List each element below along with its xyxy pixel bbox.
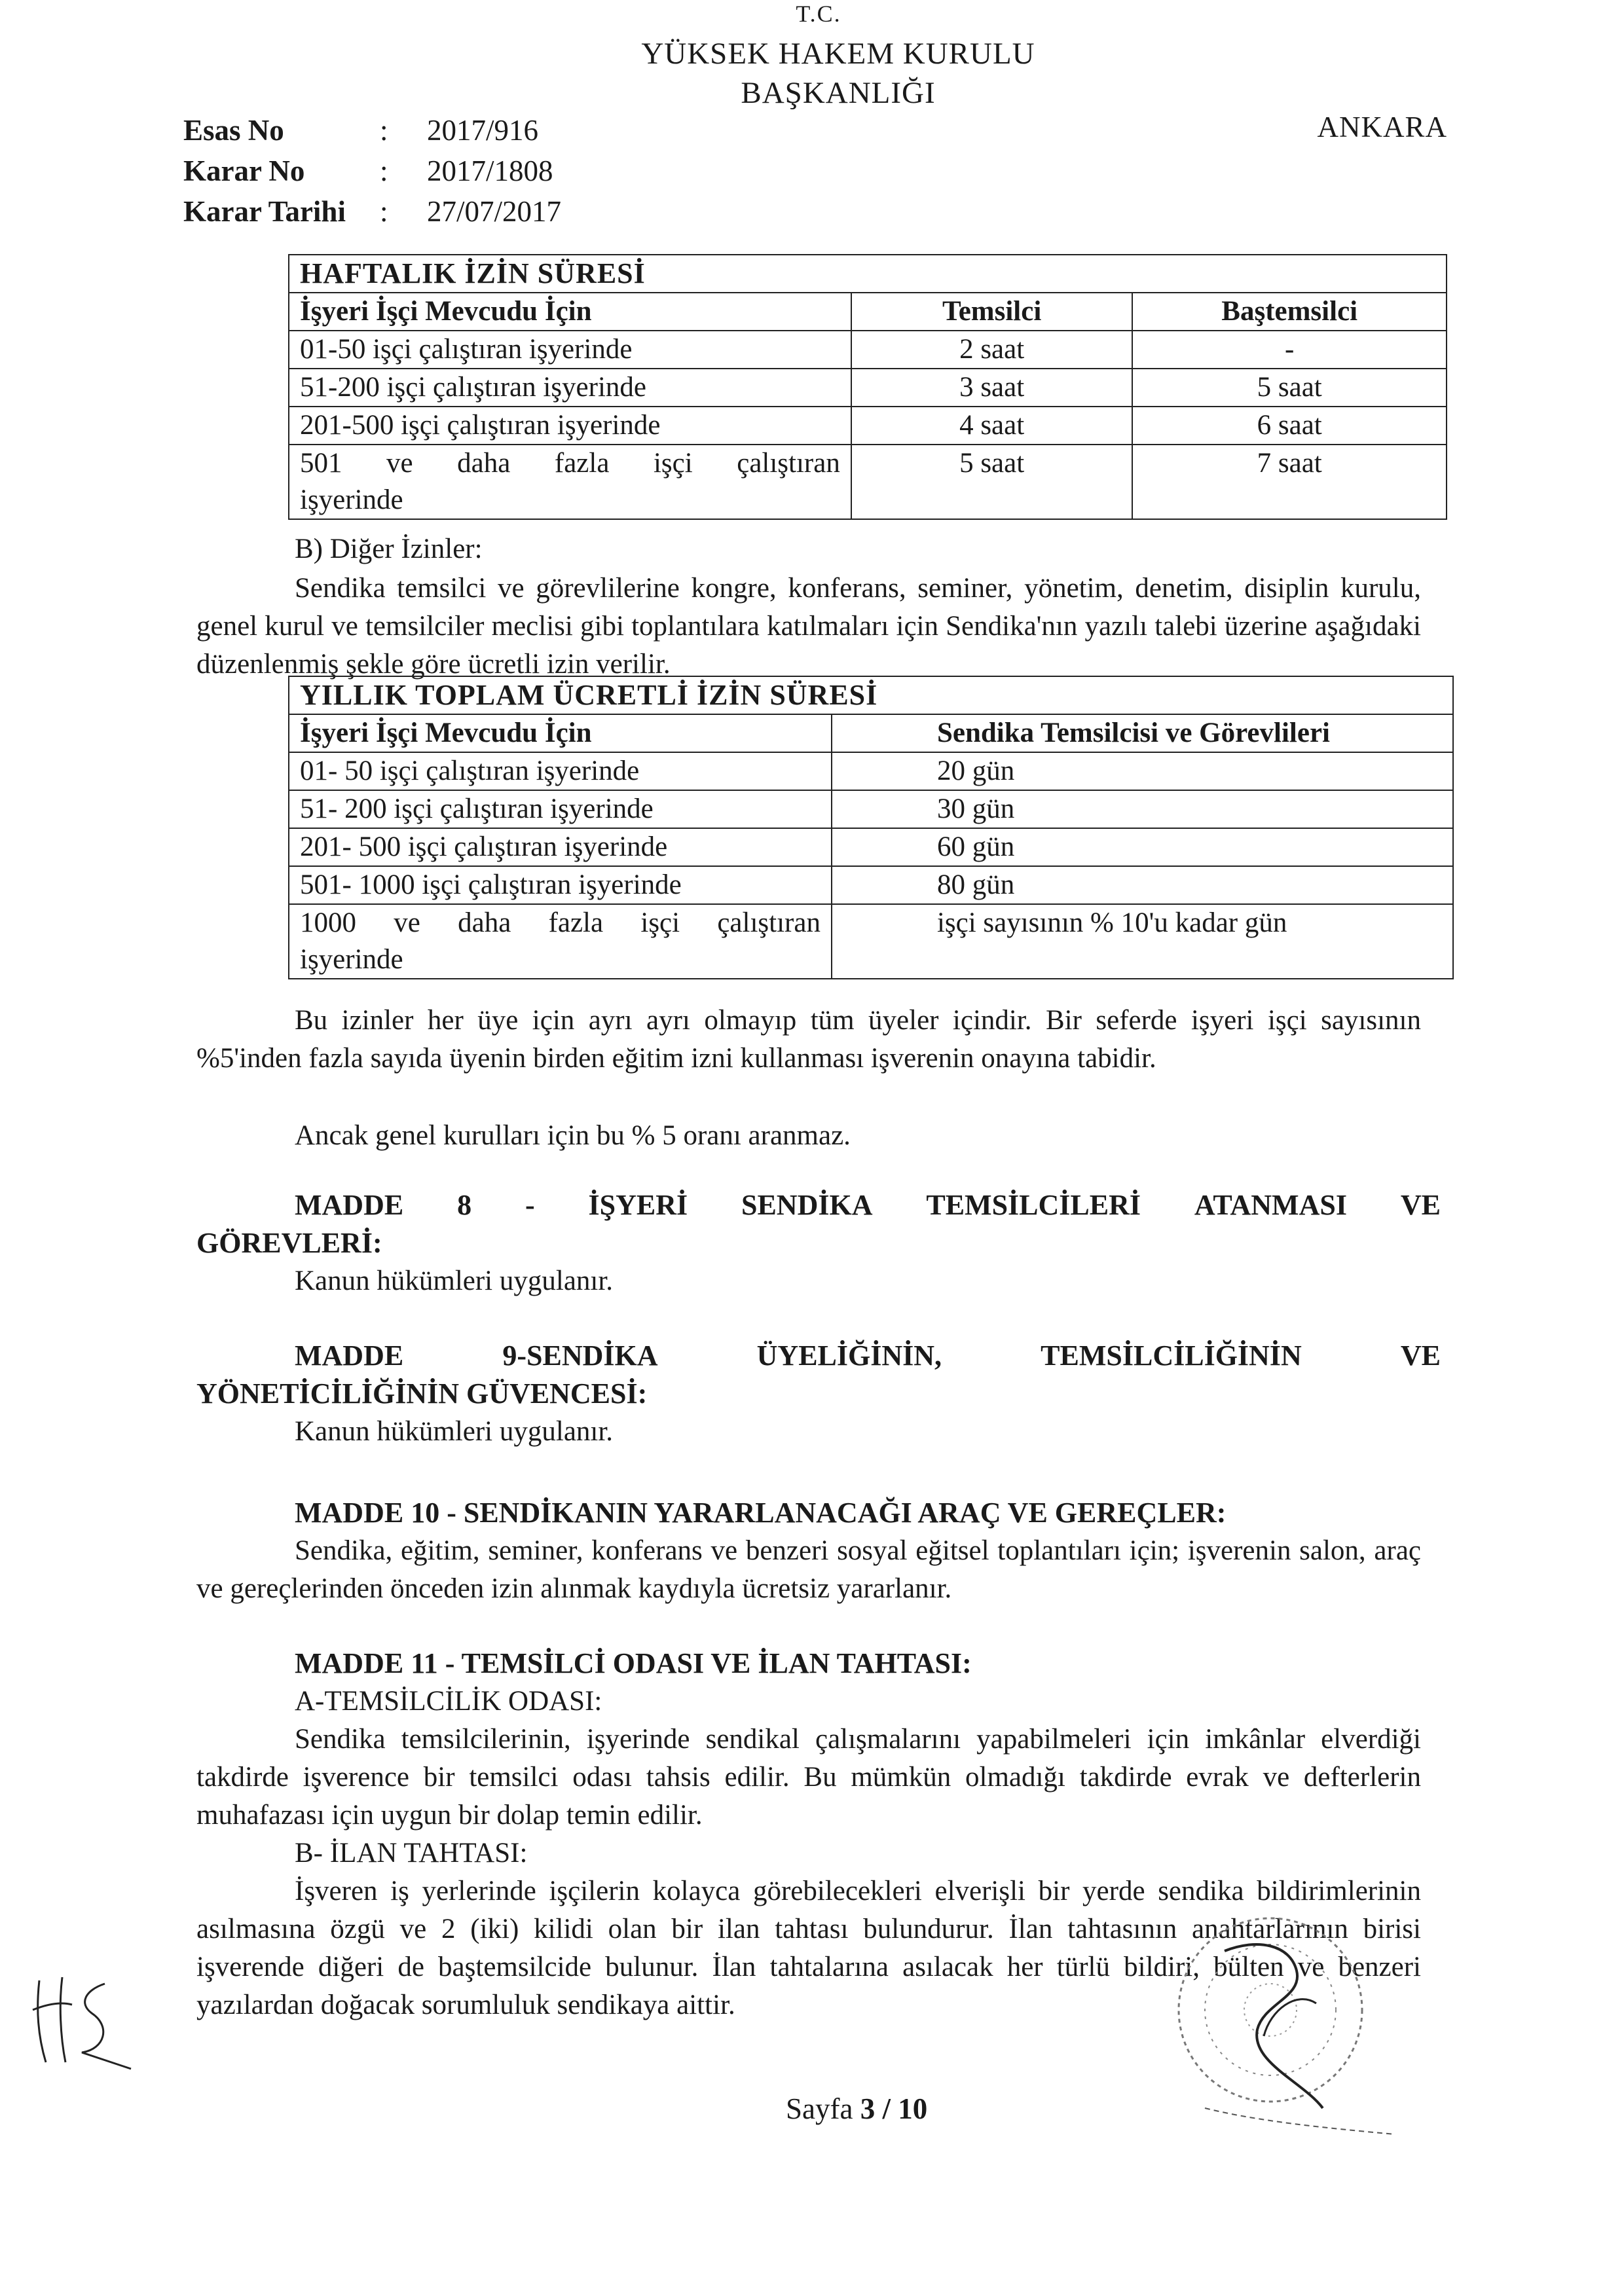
table-cell: 4 saat	[851, 407, 1133, 445]
table-cell: 5 saat	[1132, 369, 1447, 407]
madde-11-title	[196, 1645, 1441, 1683]
meta-value: 2017/1808	[427, 155, 553, 187]
madde-8-title	[196, 1186, 1441, 1262]
meta-row	[183, 151, 561, 191]
title-word: TEMSİLCİLİĞİNİN	[1041, 1339, 1302, 1372]
madde-title-line	[196, 1337, 1441, 1375]
table-row	[289, 752, 1453, 790]
meta-colon: :	[380, 114, 388, 147]
other-leave-text: Sendika temsilci ve görevlilerine kongre, konferans, seminer, yönetim, denetim, disiplin kurulu, genel kurul ve temsilciler meclisi gibi toplantılara katılmaları için Sendika'nın yazılı talebi üzerine aşağıdaki düzenlenmiş şekle göre ücretli izin verilir.	[196, 573, 1421, 680]
table-cell: -	[1132, 331, 1447, 369]
table-caption: HAFTALIK İZİN SÜRESİ	[289, 255, 1447, 293]
meta-colon: :	[380, 195, 388, 228]
madde-title-line: YÖNETİCİLİĞİNİN GÜVENCESİ:	[196, 1377, 648, 1410]
cell-line: işyerinde	[300, 484, 403, 515]
table-cell: 80 gün	[832, 866, 1453, 904]
table-row	[289, 369, 1447, 407]
madde-11-text-a: Sendika temsilcilerinin, işyerinde sendikal çalışmalarını yapabilmeleri için imkânlar elverdiği takdirde işverence bir temsilci odası tahsis edilir. Bu mümkün olmadığı takdirde evrak ve defterlerin muhafazası için uygun bir dolap temin edilir.	[196, 1724, 1421, 1831]
table-cell: 6 saat	[1132, 407, 1447, 445]
title-word: İŞYERİ	[588, 1189, 688, 1221]
madde-title-line: MADDE 10 - SENDİKANIN YARARLANACAĞI ARAÇ VE GEREÇLER:	[295, 1497, 1227, 1529]
table-cell: 3 saat	[851, 369, 1133, 407]
table-row	[289, 866, 1453, 904]
table-caption: YILLIK TOPLAM ÜCRETLİ İZİN SÜRESİ	[289, 676, 1453, 714]
table-cell: 201- 500 işçi çalıştıran işyerinde	[289, 828, 832, 866]
meta-label: Karar Tarihi	[183, 195, 346, 228]
leave-note-paragraph-2: Ancak genel kurulları için bu % 5 oranı aranmaz.	[295, 1120, 851, 1151]
column-header: Temsilci	[851, 293, 1133, 331]
table-cell: 01- 50 işçi çalıştıran işyerinde	[289, 752, 832, 790]
meta-value: 27/07/2017	[427, 195, 562, 228]
weekly-leave-table	[288, 254, 1447, 520]
table-cell: 5 saat	[851, 445, 1133, 519]
table-caption-row	[289, 255, 1447, 293]
madde-11-subheading-b: B- İLAN TAHTASI:	[295, 1838, 528, 1868]
meta-value: 2017/916	[427, 114, 539, 147]
city-label: ANKARA	[1317, 111, 1447, 143]
institution-title-line1: YÜKSEK HAKEM KURULU	[641, 37, 1035, 71]
title-word: VE	[1400, 1189, 1441, 1221]
table-cell: 201-500 işçi çalıştıran işyerinde	[289, 407, 851, 445]
table-header-row	[289, 293, 1447, 331]
current-page: 3	[860, 2092, 876, 2125]
title-word: SENDİKA	[741, 1189, 873, 1221]
column-header: İşyeri İşçi Mevcudu İçin	[289, 714, 832, 752]
table-cell: 2 saat	[851, 331, 1133, 369]
table-row	[289, 407, 1447, 445]
table-cell: işçi sayısının % 10'u kadar gün	[832, 904, 1453, 979]
table-cell: 7 saat	[1132, 445, 1447, 519]
title-word: ATANMASI	[1194, 1189, 1347, 1221]
title-word: 8	[457, 1189, 472, 1221]
institution-title	[511, 34, 1166, 113]
table-row	[289, 445, 1447, 519]
section-heading: B) Diğer İzinler:	[295, 534, 483, 564]
cell-line: işyerinde	[300, 944, 403, 975]
table-row	[289, 331, 1447, 369]
madde-title-line	[196, 1186, 1441, 1224]
column-header: İşyeri İşçi Mevcudu İçin	[289, 293, 851, 331]
title-word: MADDE	[295, 1339, 404, 1372]
table-row	[289, 828, 1453, 866]
table-cell	[289, 445, 851, 519]
table-row	[289, 904, 1453, 979]
meta-label: Esas No	[183, 114, 284, 147]
leave-note-paragraph: Bu izinler her üye için ayrı ayrı olmayıp tüm üyeler içindir. Bir seferde işyeri işçi sayısının %5'inden fazla sayıda üyenin birden eğitim izni kullanması işverenin onayına tabidir.	[196, 1005, 1421, 1074]
madde-10-body: Sendika, eğitim, seminer, konferans ve benzeri sosyal eğitsel toplantıları için; işverenin salon, araç ve gereçlerinden önceden izin alınmak kaydıyla ücretsiz yararlanır.	[196, 1535, 1421, 1604]
case-metadata	[183, 110, 561, 232]
table-cell: 01-50 işçi çalıştıran işyerinde	[289, 331, 851, 369]
table-cell: 51- 200 işçi çalıştıran işyerinde	[289, 790, 832, 828]
table-cell: 60 gün	[832, 828, 1453, 866]
institution-title-line2: BAŞKANLIĞI	[741, 76, 936, 110]
table-cell: 501- 1000 işçi çalıştıran işyerinde	[289, 866, 832, 904]
page-prefix: Sayfa	[786, 2092, 853, 2125]
meta-colon: :	[380, 155, 388, 187]
table-row	[289, 790, 1453, 828]
official-stamp-and-signature	[1107, 1912, 1414, 2141]
title-word: ÜYELİĞİNİN,	[756, 1339, 942, 1372]
meta-row	[183, 191, 561, 232]
madde-11-text-b: İşveren iş yerlerinde işçilerin kolayca görebilecekleri elverişli bir yerde sendika bildirimlerinin asılmasına özgü ve 2 (iki) kilidi olan bir ilan tahtası bulundurur. İlan tahtasının anahtarlarının birisi işverende diğeri de baştemsilcide bulunur. İlan tahtalarına asılacak her türlü bildiri, bülten ve benzeri yazılardan doğacak sorumluluk sendikaya aittir.	[196, 1876, 1421, 2020]
total-pages: 10	[898, 2092, 928, 2125]
table-cell: 20 gün	[832, 752, 1453, 790]
madde-11-subheading-a: A-TEMSİLCİLİK ODASI:	[295, 1686, 602, 1717]
page-separator: /	[882, 2092, 891, 2125]
meta-row	[183, 110, 561, 151]
madde-8-body: Kanun hükümleri uygulanır.	[295, 1266, 614, 1296]
meta-label: Karar No	[183, 155, 305, 187]
page-number	[786, 2092, 927, 2126]
madde-title-line: GÖREVLERİ:	[196, 1227, 382, 1259]
madde-title-line: MADDE 11 - TEMSİLCİ ODASI VE İLAN TAHTASI:	[295, 1647, 972, 1679]
table-cell: 30 gün	[832, 790, 1453, 828]
title-word: VE	[1400, 1339, 1441, 1372]
title-word: 9-SENDİKA	[502, 1339, 658, 1372]
title-word: MADDE	[295, 1189, 404, 1221]
title-word: -	[525, 1189, 535, 1221]
header-fragment: T.C.	[796, 1, 841, 27]
madde-10-title	[196, 1494, 1441, 1532]
other-leave-heading	[196, 530, 1421, 568]
column-header: Sendika Temsilcisi ve Görevlileri	[832, 714, 1453, 752]
table-cell: 51-200 işçi çalıştıran işyerinde	[289, 369, 851, 407]
cell-line: 501 ve daha fazla işçi çalıştıran	[300, 448, 840, 479]
madde-9-body: Kanun hükümleri uygulanır.	[295, 1416, 614, 1447]
table-header-row	[289, 714, 1453, 752]
table-cell	[289, 904, 832, 979]
table-caption-row	[289, 676, 1453, 714]
handwritten-initials	[26, 1964, 138, 2075]
annual-leave-table	[288, 676, 1454, 979]
cell-line: 1000 ve daha fazla işçi çalıştıran	[300, 907, 821, 938]
column-header: Baştemsilci	[1132, 293, 1447, 331]
madde-9-title	[196, 1337, 1441, 1413]
title-word: TEMSİLCİLERİ	[926, 1189, 1141, 1221]
